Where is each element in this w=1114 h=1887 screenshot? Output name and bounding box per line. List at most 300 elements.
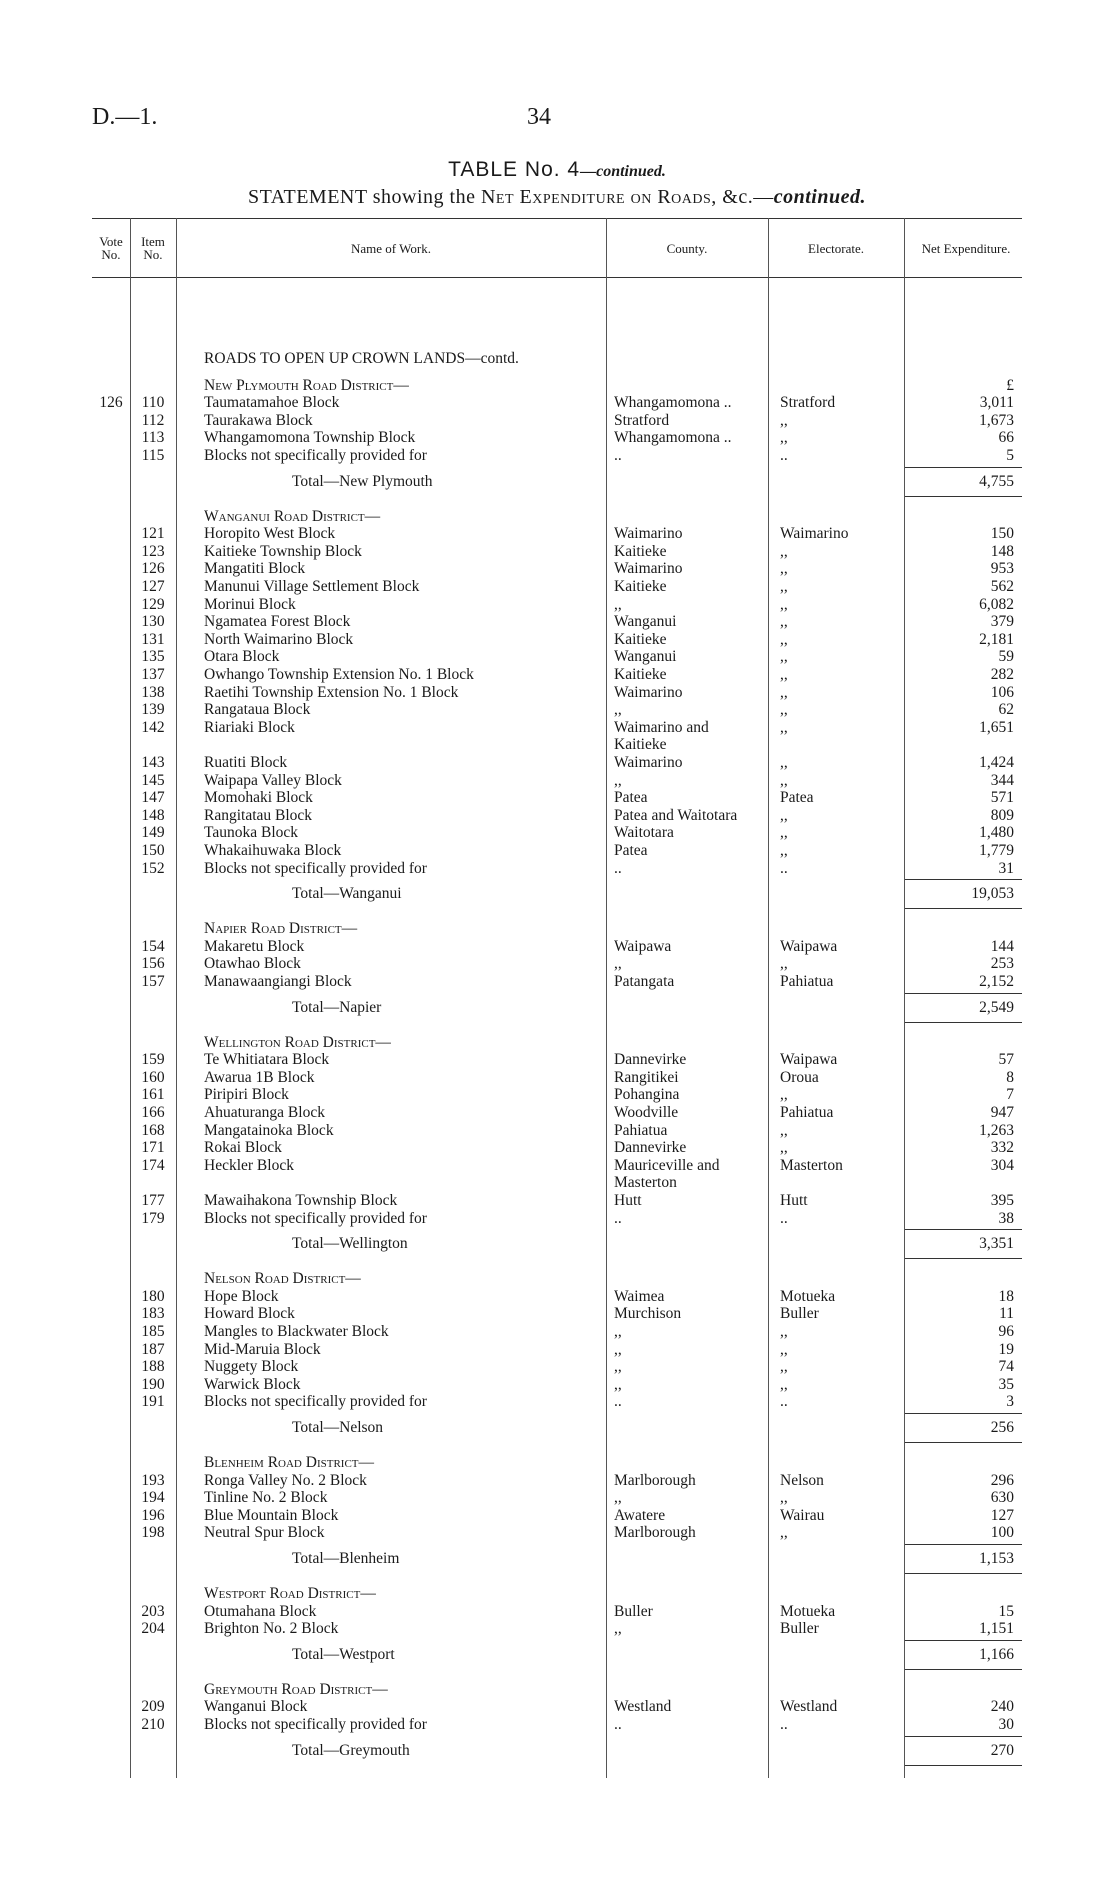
table-row [92,1472,1022,1489]
net-expenditure: 3,011 [979,394,1014,412]
table-row [92,1192,1022,1209]
net-expenditure: 18 [998,1287,1014,1305]
electorate-cell: ,, [780,1121,788,1139]
table-row [92,666,1022,683]
total-label: Total—New Plymouth [292,472,433,490]
county-cell: Murchison [614,1305,682,1323]
vote-number: 126 [99,394,123,412]
county-cell: ,, [614,1489,622,1507]
electorate-cell: ,, [780,701,788,719]
electorate-cell: ,, [780,718,788,736]
net-expenditure: 809 [990,806,1014,824]
item-number: 148 [141,806,165,824]
net-expenditure: 100 [990,1524,1014,1542]
electorate-cell: ,, [780,806,788,824]
county-cell: Patea and Waitotara [614,806,738,824]
district-name: New Plymouth Road District— [204,376,409,394]
net-expenditure: 1,424 [979,754,1014,771]
work-name: Brighton No. 2 Block [204,1620,339,1638]
total-amount: 2,549 [979,998,1014,1016]
electorate-cell: Hutt [780,1192,808,1209]
electorate-cell: ,, [780,1375,788,1393]
county-cell: Pohangina [614,1086,680,1104]
electorate-cell: ,, [780,411,788,429]
table-row [92,543,1022,560]
county-cell: ,, [614,1323,622,1340]
net-expenditure: 5 [1006,447,1014,464]
table-row [92,429,1022,446]
total-label: Total—Westport [292,1645,395,1663]
net-expenditure: 150 [990,525,1014,543]
work-name: Ronga Valley No. 2 Block [204,1471,367,1489]
county-cell: .. [614,859,622,877]
table-row [92,1104,1022,1121]
item-number: 166 [141,1104,165,1121]
work-name: Rangitatau Block [204,806,313,824]
district-heading-row [92,1454,1022,1471]
item-number: 157 [141,973,165,990]
county-cell: Westland [614,1698,672,1716]
work-name: Te Whitiatara Block [204,1051,330,1069]
district-heading-row [92,508,1022,525]
total-row [92,999,1022,1016]
net-expenditure: 144 [990,937,1014,955]
total-label: Total—Napier [292,998,382,1016]
net-expenditure: 106 [990,683,1014,701]
table-row [92,1507,1022,1524]
net-expenditure: 74 [998,1358,1014,1376]
total-label: Total—Nelson [292,1419,384,1436]
net-expenditure: 7 [1006,1086,1014,1104]
net-expenditure: 19 [998,1340,1014,1358]
table-row [92,1393,1022,1410]
table-row [92,736,1022,753]
net-expenditure: 2,181 [979,630,1014,648]
county-cell: Buller [614,1602,653,1620]
table-row [92,560,1022,577]
table-row [92,613,1022,630]
net-expenditure: 57 [998,1051,1014,1069]
table-row [92,1069,1022,1086]
table-row [92,1489,1022,1506]
item-number: 113 [141,429,165,447]
item-number: 138 [141,683,165,701]
electorate-cell: ,, [780,824,788,842]
table-row [92,1341,1022,1358]
electorate-cell: ,, [780,1086,788,1104]
total-rule [904,1544,1022,1574]
work-name: Hope Block [204,1287,279,1305]
net-expenditure: 11 [999,1305,1014,1323]
county-cell: Pahiatua [614,1121,668,1139]
work-name: Makaretu Block [204,937,305,955]
total-row [92,1742,1022,1759]
electorate-cell: ,, [780,1340,788,1358]
work-name: Riariaki Block [204,718,295,736]
total-rule [904,1229,1022,1259]
item-number: 121 [141,525,165,543]
county-cell: Dannevirke [614,1051,687,1069]
total-rule [904,1736,1022,1766]
work-name: Blocks not specifically provided for [204,1393,427,1411]
electorate-cell: ,, [780,648,788,666]
net-expenditure: 332 [990,1139,1014,1157]
table-row [92,1323,1022,1340]
subtitle-tail: , &c.— [711,186,774,208]
electorate-cell: ,, [780,666,788,683]
total-label: Total—Blenheim [292,1550,400,1567]
county-cell: ,, [614,701,622,719]
item-number: 191 [141,1393,165,1411]
electorate-cell: .. [780,859,788,877]
item-number: 168 [141,1121,165,1139]
work-name: Blue Mountain Block [204,1506,339,1524]
county-cell: .. [614,1209,622,1227]
total-label: Total—Wanganui [292,885,402,903]
electorate-cell: ,, [780,842,788,859]
net-expenditure: 953 [990,560,1014,578]
col-vote-header: Vote No. [99,234,123,262]
district-name: Wanganui Road District— [204,507,381,525]
electorate-cell: Masterton [780,1156,843,1174]
item-number: 190 [141,1375,165,1393]
item-number: 188 [141,1358,165,1376]
county-cell: Mauriceville and [614,1156,720,1174]
county-cell: ,, [614,1340,622,1358]
item-number: 137 [141,666,165,683]
table-row [92,1620,1022,1637]
item-number: 193 [141,1471,165,1489]
total-amount: 3,351 [979,1235,1014,1253]
work-name: Warwick Block [204,1375,301,1393]
total-amount: 1,153 [979,1550,1014,1567]
work-name: Horopito West Block [204,525,336,543]
work-name: Waipapa Valley Block [204,771,342,789]
district-name: Greymouth Road District— [204,1680,388,1698]
item-number: 159 [141,1051,165,1069]
electorate-cell: ,, [780,542,788,560]
electorate-cell: Buller [780,1620,819,1638]
col-net-header: Net Expenditure. [921,240,1011,256]
county-cell: Waimarino [614,560,683,578]
net-expenditure: 127 [990,1506,1014,1524]
item-number: 129 [141,595,165,613]
county-cell: .. [614,447,622,464]
work-name: Otara Block [204,648,280,666]
work-name: Mangles to Blackwater Block [204,1323,389,1340]
table-row [92,1524,1022,1541]
work-name: Raetihi Township Extension No. 1 Block [204,683,459,701]
item-number: 185 [141,1323,165,1340]
net-expenditure: 31 [998,859,1014,877]
county-cell: ,, [614,1358,622,1376]
section-heading: ROADS TO OPEN UP CROWN LANDS—contd. [204,350,519,367]
title-main: TABLE No. 4 [448,158,581,181]
table-subtitle [0,186,1114,209]
total-row [92,473,1022,490]
work-name: Mawaihakona Township Block [204,1192,398,1209]
total-row [92,885,1022,902]
col-county-header: County. [666,240,708,256]
district-heading-row [92,1034,1022,1051]
item-number: 174 [141,1156,165,1174]
county-cell: Hutt [614,1192,642,1209]
item-number: 145 [141,771,165,789]
county-cell: Dannevirke [614,1139,687,1157]
net-expenditure: 1,263 [979,1121,1014,1139]
net-expenditure: 96 [998,1323,1014,1340]
work-name: Rangataua Block [204,701,311,719]
total-amount: 256 [990,1419,1014,1436]
electorate-cell: Motueka [780,1287,836,1305]
table-row [92,1139,1022,1156]
total-amount: 1,166 [979,1645,1014,1663]
county-cell: Waimarino and [614,718,709,736]
table-row [92,684,1022,701]
work-name: Blocks not specifically provided for [204,1209,427,1227]
electorate-cell: Buller [780,1305,819,1323]
total-row [92,1550,1022,1567]
item-number: 204 [141,1620,165,1638]
column-rule [904,218,905,1778]
item-number: 180 [141,1287,165,1305]
table-header [92,218,1022,278]
electorate-cell: .. [780,447,788,464]
net-expenditure: 59 [998,648,1014,666]
total-rule [904,467,1022,497]
table-row [92,1122,1022,1139]
work-name: North Waimarino Block [204,630,354,648]
item-number: 115 [141,447,165,464]
electorate-cell: Pahiatua [780,973,834,990]
county-cell: Whangamomona .. [614,429,732,447]
electorate-cell: ,, [780,754,788,771]
total-rule [904,1413,1022,1443]
electorate-cell: .. [780,1716,788,1733]
work-name: Heckler Block [204,1156,294,1174]
expenditure-table [92,218,1022,1759]
county-cell: Patea [614,789,648,807]
work-name: Wanganui Block [204,1698,308,1716]
work-name: Taumatamahoe Block [204,394,340,412]
table-row [92,525,1022,542]
district-heading-row [92,1270,1022,1287]
net-expenditure: 148 [990,542,1014,560]
column-rule [176,218,177,1778]
item-number: 161 [141,1086,165,1104]
total-label: Total—Greymouth [292,1741,410,1759]
work-name: Mid-Maruia Block [204,1340,321,1358]
county-cell: Patangata [614,973,675,990]
electorate-cell: ,, [780,560,788,578]
county-cell: Marlborough [614,1471,696,1489]
work-name: Kaitieke Township Block [204,542,362,560]
electorate-cell: ,, [780,1489,788,1507]
item-number: 179 [141,1209,165,1227]
item-number: 112 [141,411,165,429]
document-code: D.—1. [92,104,158,130]
county-cell: Stratford [614,411,670,429]
work-name: Mangatiti Block [204,560,306,578]
electorate-cell: ,, [780,613,788,631]
net-expenditure: 3 [1006,1393,1014,1411]
work-name: Whakaihuwaka Block [204,842,342,859]
district-name: Wellington Road District— [204,1033,391,1051]
table-row [92,447,1022,464]
table-row [92,578,1022,595]
subtitle-smallcaps: Net Expenditure on Roads [480,186,712,208]
table-row [92,955,1022,972]
item-number: 210 [141,1716,165,1733]
county-cell: .. [614,1716,622,1733]
county-cell: Masterton [614,1174,677,1192]
table-row [92,701,1022,718]
electorate-cell: ,, [780,1139,788,1157]
table-row [92,789,1022,806]
column-rule [768,218,769,1778]
county-cell: Woodville [614,1104,679,1121]
county-cell: Awatere [614,1506,666,1524]
table-row [92,860,1022,877]
electorate-cell: ,, [780,955,788,973]
work-name: Momohaki Block [204,789,313,807]
item-number: 209 [141,1698,165,1716]
net-expenditure: 630 [990,1489,1014,1507]
total-row [92,1235,1022,1252]
net-expenditure: 282 [990,666,1014,683]
net-expenditure: 2,152 [979,973,1014,990]
electorate-cell: ,, [780,630,788,648]
electorate-cell: Waimarino [780,525,849,543]
electorate-cell: ,, [780,1524,788,1542]
electorate-cell: ,, [780,683,788,701]
table-row [92,1086,1022,1103]
work-name: Owhango Township Extension No. 1 Block [204,666,474,683]
title-continued: —continued. [580,163,666,180]
subtitle-lead: STATEMENT showing the [248,186,481,208]
net-expenditure: 1,480 [979,824,1014,842]
county-cell: Kaitieke [614,736,667,754]
total-rule [904,879,1022,909]
district-name: Napier Road District— [204,920,358,938]
county-cell: Marlborough [614,1524,696,1542]
net-expenditure: 1,651 [979,718,1014,736]
table-row [92,1051,1022,1068]
work-name: Otawhao Block [204,955,301,973]
work-name: Rokai Block [204,1139,282,1157]
net-expenditure: £ [1006,376,1014,394]
net-expenditure: 253 [990,955,1014,973]
electorate-cell: ,, [780,578,788,595]
col-item-header: Item No. [141,234,165,262]
item-number: 126 [141,560,165,578]
net-expenditure: 562 [990,578,1014,595]
net-expenditure: 35 [998,1375,1014,1393]
net-expenditure: 1,151 [979,1620,1014,1638]
work-name: Blocks not specifically provided for [204,447,427,464]
county-cell: Waimarino [614,683,683,701]
district-heading-row [92,377,1022,394]
electorate-cell: ,, [780,1358,788,1376]
work-name: Taunoka Block [204,824,299,842]
table-row [92,1716,1022,1733]
item-number: 156 [141,955,165,973]
table-row [92,596,1022,613]
table-row [92,1358,1022,1375]
electorate-cell: .. [780,1209,788,1227]
item-number: 150 [141,842,165,859]
column-rule [606,218,607,1778]
net-expenditure: 66 [998,429,1014,447]
work-name: Blocks not specifically provided for [204,1716,427,1733]
table-row [92,350,1022,367]
work-name: Ruatiti Block [204,754,288,771]
table-row [92,648,1022,665]
table-title [0,158,1114,182]
county-cell: ,, [614,1375,622,1393]
county-cell: Waitotara [614,824,674,842]
item-number: 196 [141,1506,165,1524]
item-number: 194 [141,1489,165,1507]
net-expenditure: 1,673 [979,411,1014,429]
item-number: 143 [141,754,165,771]
work-name: Piripiri Block [204,1086,289,1104]
work-name: Ahuaturanga Block [204,1104,325,1121]
item-number: 130 [141,613,165,631]
item-number: 203 [141,1602,165,1620]
electorate-cell: ,, [780,1323,788,1340]
county-cell: Kaitieke [614,578,667,595]
electorate-cell: Waipawa [780,1051,838,1069]
work-name: Morinui Block [204,595,296,613]
item-number: 152 [141,859,165,877]
county-cell: ,, [614,595,622,613]
work-name: Tinline No. 2 Block [204,1489,328,1507]
work-name: Nuggety Block [204,1358,299,1376]
item-number: 183 [141,1305,165,1323]
item-number: 198 [141,1524,165,1542]
electorate-cell: Pahiatua [780,1104,834,1121]
work-name: Blocks not specifically provided for [204,859,427,877]
net-expenditure: 6,082 [979,595,1014,613]
county-cell: ,, [614,771,622,789]
electorate-cell: ,, [780,771,788,789]
electorate-cell: Oroua [780,1068,819,1086]
work-name: Whangamomona Township Block [204,429,416,447]
county-cell: Kaitieke [614,666,667,683]
electorate-cell: ,, [780,595,788,613]
total-rule [904,993,1022,1023]
work-name: Mangatainoka Block [204,1121,334,1139]
county-cell: Patea [614,842,648,859]
work-name: Taurakawa Block [204,411,313,429]
item-number: 149 [141,824,165,842]
table-row [92,842,1022,859]
table-row [92,807,1022,824]
net-expenditure: 240 [990,1698,1014,1716]
electorate-cell: .. [780,1393,788,1411]
electorate-cell: Nelson [780,1471,824,1489]
county-cell: Waipawa [614,937,672,955]
work-name: Manawaangiangi Block [204,973,352,990]
table-row [92,1210,1022,1227]
district-name: Blenheim Road District— [204,1454,374,1471]
electorate-cell: Waipawa [780,937,838,955]
county-cell: Waimea [614,1287,665,1305]
total-rule [904,1640,1022,1670]
work-name: Manunui Village Settlement Block [204,578,420,595]
net-expenditure: 1,779 [979,842,1014,859]
